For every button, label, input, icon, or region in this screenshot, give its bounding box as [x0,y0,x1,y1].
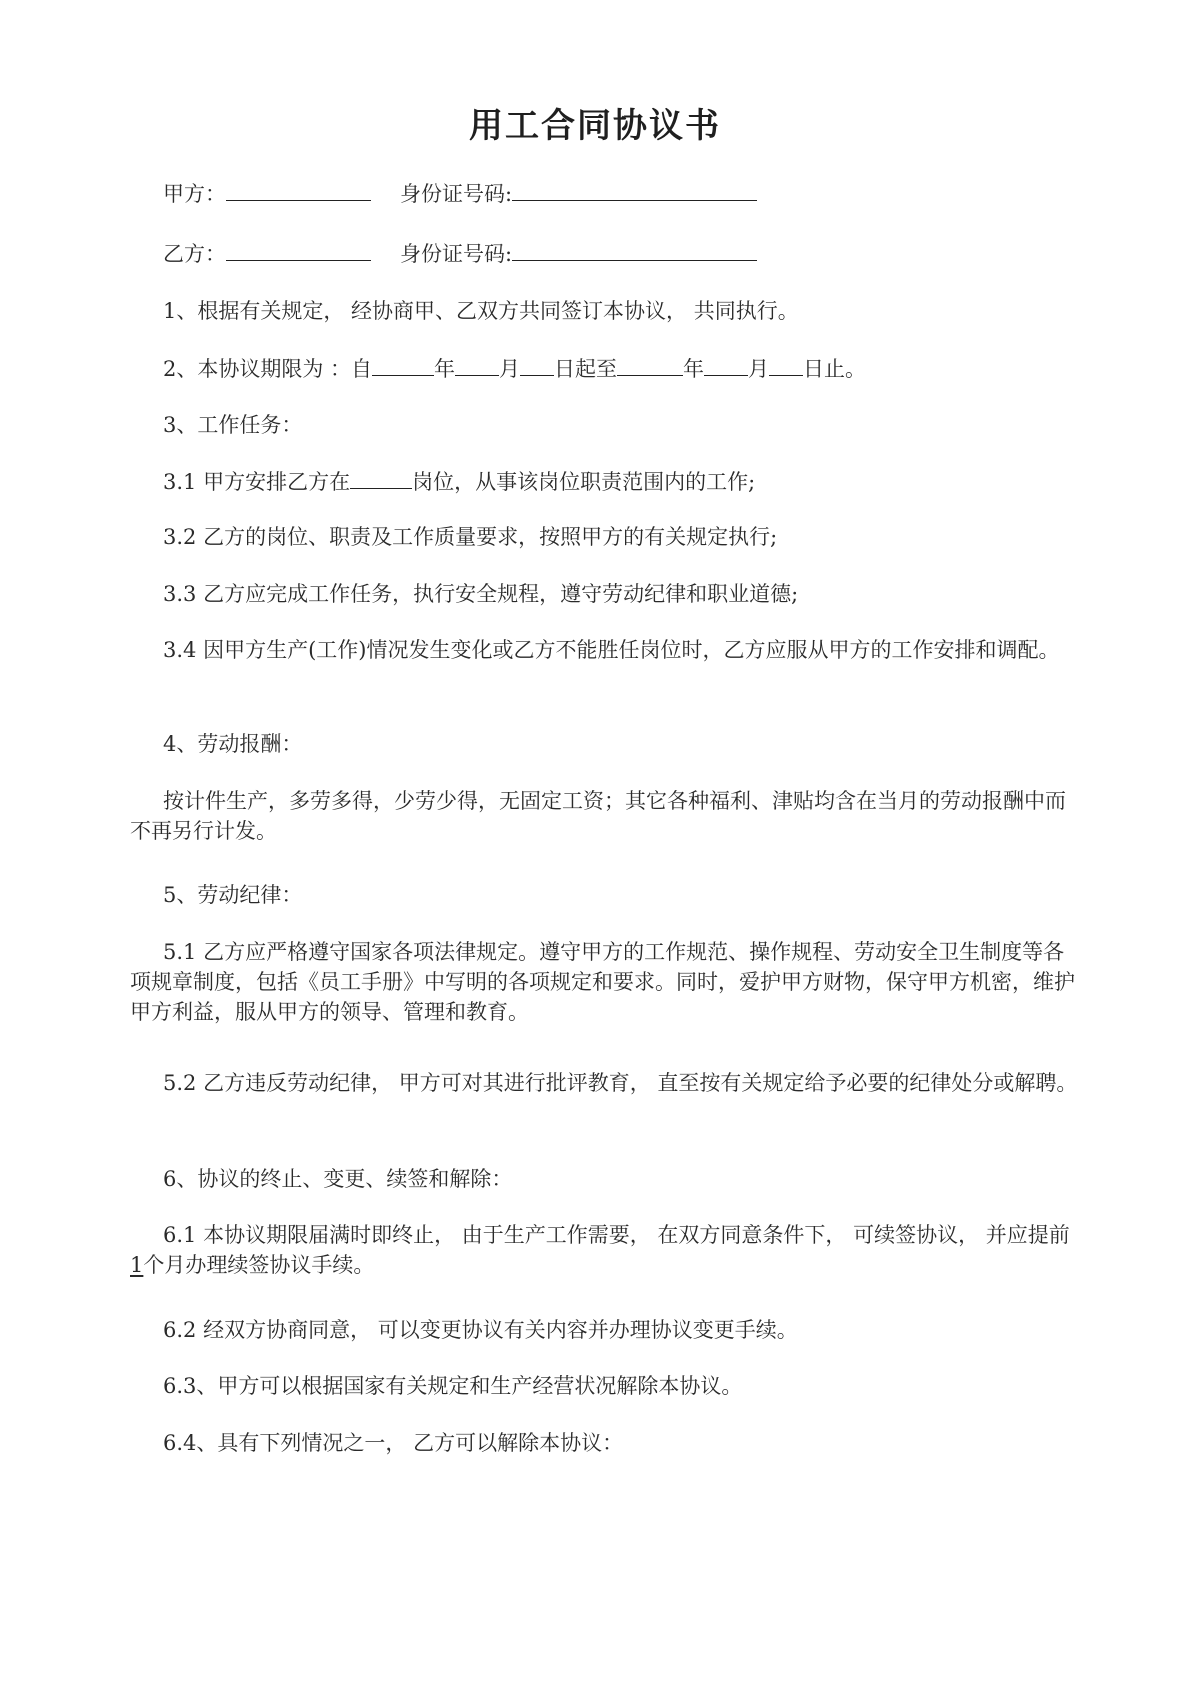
party-a-label: 甲方： [163,182,226,206]
clause-6-1 [130,1220,1080,1280]
clause-6-1-prefix: 6.1 本协议期限届满时即终止， 由于生产工作需要， 在双方同意条件下， 可续签协议， 并应提前 [163,1223,1070,1247]
clause-6-4: 6.4、具有下列情况之一， 乙方可以解除本协议： [163,1431,624,1455]
end-day-blank[interactable] [769,353,803,376]
clause-3-2: 3.2 乙方的岗位、职责及工作质量要求，按照甲方的有关规定执行; [163,525,778,549]
clause-6-2: 6.2 经双方协商同意， 可以变更协议有关内容并办理协议变更手续。 [163,1318,798,1342]
clause-5-1: 5.1 乙方应严格遵守国家各项法律规定。遵守甲方的工作规范、操作规程、劳动安全卫生制度等各项规章制度，包括《员工手册》中写明的各项规定和要求。同时，爱护甲方财物，保守甲方机密，维护甲方利益，服从甲方的领导、管理和教育。 [130,940,1075,1024]
clause-1: 1、根据有关规定， 经协商甲、乙双方共同签订本协议， 共同执行。 [163,299,799,323]
start-year-label: 年 [434,357,456,381]
clause-4-body: 按计件生产，多劳多得，少劳少得，无固定工资；其它各种福利、津贴均含在当月的劳动报酬中而不再另行计发。 [130,789,1066,843]
start-day-label: 日起至 [554,357,618,381]
party-b-id-label: 身份证号码: [400,242,513,266]
end-year-blank[interactable] [617,353,683,376]
start-day-blank[interactable] [520,353,554,376]
document-title: 用工合同协议书 [469,106,721,146]
clause-3-3: 3.3 乙方应完成工作任务，执行安全规程，遵守劳动纪律和职业道德; [163,582,799,606]
clause-3-1-suffix: 岗位，从事该岗位职责范围内的工作; [412,470,756,494]
clause-3-heading: 3、工作任务： [163,413,303,437]
start-year-blank[interactable] [372,353,434,376]
position-blank[interactable] [350,466,412,489]
party-b-label: 乙方： [163,242,226,266]
clause-5-2: 5.2 乙方违反劳动纪律， 甲方可对其进行批评教育， 直至按有关规定给予必要的纪律处分或解聘。 [163,1071,1078,1095]
party-b-id-blank[interactable] [512,238,757,261]
clause-6-1-suffix: 个月办理续签协议手续。 [143,1253,375,1277]
end-year-label: 年 [683,357,705,381]
renewal-months-value[interactable]: 1 [130,1253,144,1277]
clause-4-heading: 4、劳动报酬： [163,732,303,756]
start-month-label: 月 [499,357,521,381]
clause-6-3: 6.3、甲方可以根据国家有关规定和生产经营状况解除本协议。 [163,1374,743,1398]
party-b-id-line [400,238,757,269]
party-a-id-label: 身份证号码: [400,182,513,206]
party-b-name-blank[interactable] [226,238,371,261]
start-month-blank[interactable] [455,353,499,376]
end-month-blank[interactable] [704,353,748,376]
party-b-line [163,238,371,269]
clause-3-1-prefix: 3.1 甲方安排乙方在 [163,470,351,494]
party-a-id-line [400,178,757,209]
party-a-line [163,178,371,209]
clause-3-4: 3.4 因甲方生产(工作)情况发生变化或乙方不能胜任岗位时，乙方应服从甲方的工作安排和调配。 [163,638,1060,662]
end-month-label: 月 [748,357,770,381]
clause-2-prefix: 2、本协议期限为 ：自 [163,357,373,381]
end-day-label: 日止。 [803,357,867,381]
party-a-id-blank[interactable] [512,178,757,201]
clause-3-1 [163,466,755,497]
clause-5-heading: 5、劳动纪律： [163,883,303,907]
party-a-name-blank[interactable] [226,178,371,201]
clause-6-heading: 6、协议的终止、变更、续签和解除： [163,1167,513,1191]
clause-2 [163,353,866,384]
